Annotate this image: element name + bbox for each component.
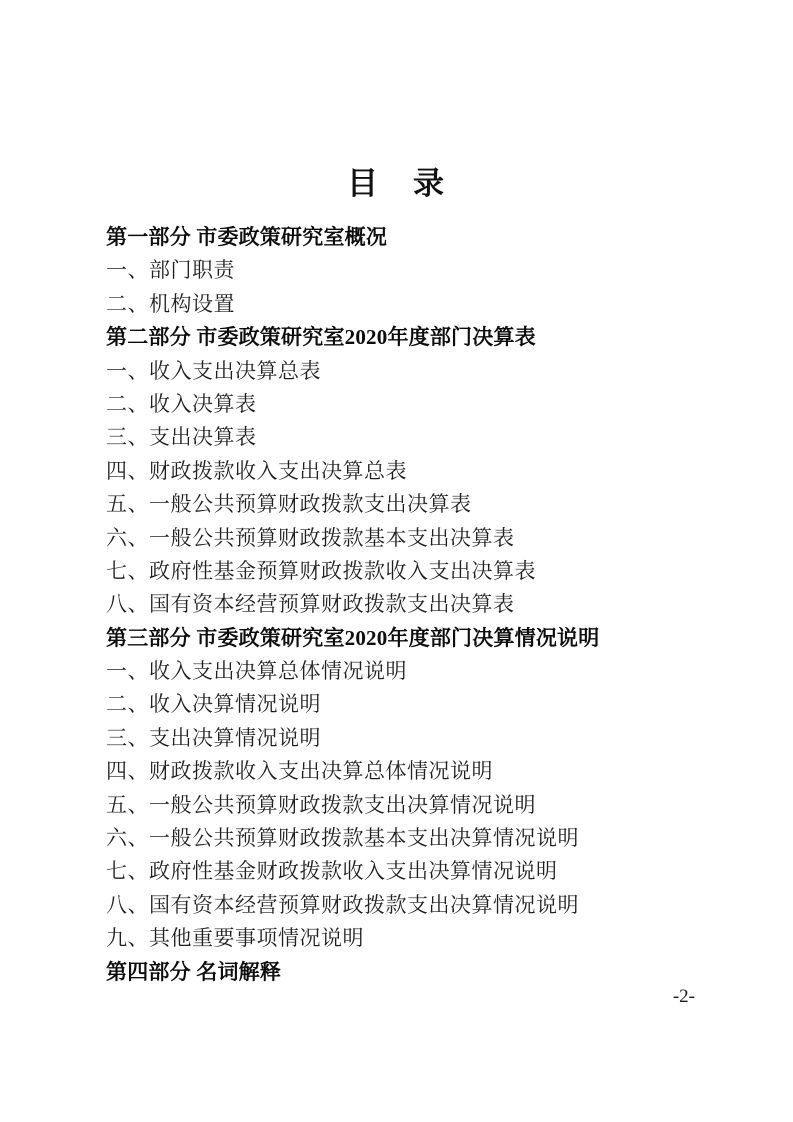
- toc-entry: 三、支出决算表: [106, 425, 257, 450]
- toc-entry: 七、政府性基金预算财政拨款收入支出决算表: [106, 558, 536, 583]
- toc-entry: 二、收入决算情况说明: [106, 692, 321, 717]
- toc-entry: 七、政府性基金财政拨款收入支出决算情况说明: [106, 859, 558, 884]
- toc-entry: 四、财政拨款收入支出决算总表: [106, 458, 407, 483]
- toc-entry: 二、机构设置: [106, 291, 235, 316]
- toc-entry: 二、收入决算表: [106, 391, 257, 416]
- toc-entry: 一、收入支出决算总表: [106, 358, 321, 383]
- page-number: -2-: [672, 986, 695, 1007]
- toc-section-heading: 第三部分 市委政策研究室2020年度部门决算情况说明: [106, 625, 600, 650]
- toc-section-heading: 第四部分 名词解释: [106, 959, 282, 984]
- table-of-contents: [106, 221, 743, 989]
- toc-entry: 八、国有资本经营预算财政拨款支出决算情况说明: [106, 892, 579, 917]
- page-title: 目 录: [347, 166, 446, 201]
- toc-entry: 九、其他重要事项情况说明: [106, 926, 364, 951]
- toc-section-heading: 第一部分 市委政策研究室概况: [106, 225, 388, 249]
- toc-section-heading: 第二部分 市委政策研究室2020年度部门决算表: [106, 325, 536, 350]
- toc-entry: 三、支出决算情况说明: [106, 725, 321, 750]
- toc-entry: 五、一般公共预算财政拨款支出决算表: [106, 492, 472, 517]
- toc-entry: 五、一般公共预算财政拨款支出决算情况说明: [106, 792, 536, 817]
- toc-entry: 八、国有资本经营预算财政拨款支出决算表: [106, 592, 515, 617]
- toc-entry: 四、财政拨款收入支出决算总体情况说明: [106, 759, 493, 784]
- toc-entry: 一、部门职责: [106, 258, 235, 283]
- toc-entry: 六、一般公共预算财政拨款基本支出决算情况说明: [106, 826, 579, 851]
- toc-entry: 一、收入支出决算总体情况说明: [106, 659, 407, 684]
- toc-entry: 六、一般公共预算财政拨款基本支出决算表: [106, 525, 515, 550]
